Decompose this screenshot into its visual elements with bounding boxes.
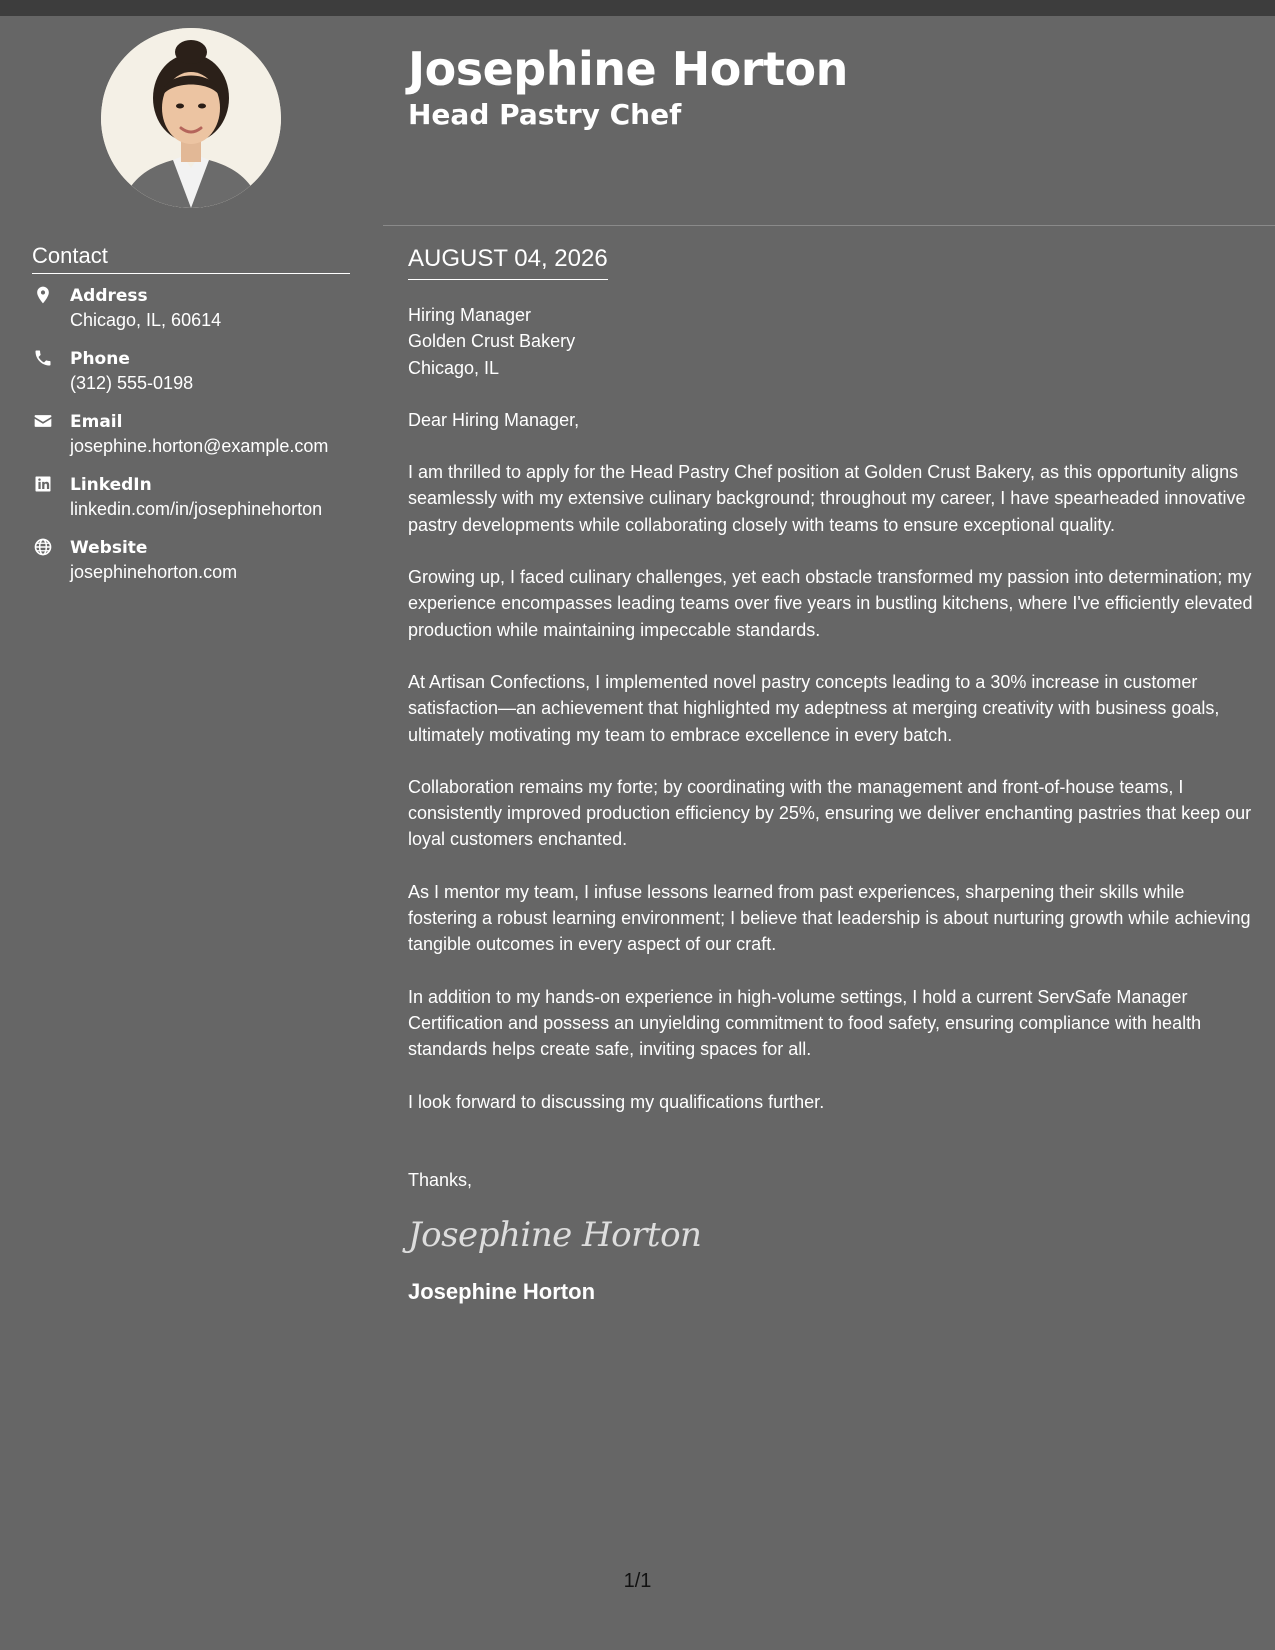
salutation: Dear Hiring Manager, [408,409,580,430]
job-title: Head Pastry Chef [408,98,682,131]
contact-value-phone: (312) 555-0198 [70,373,194,393]
signed-name: Josephine Horton [408,1279,596,1305]
letter-body [408,302,1258,1307]
recipient-line: Hiring Manager [408,305,532,325]
contact-value-linkedin: linkedin.com/in/josephinehorton [70,499,323,519]
sidebar [0,16,383,1650]
globe-icon [33,537,55,559]
letter-date: AUGUST 04, 2026 [408,243,608,280]
body-paragraph: Collaboration remains my forte; by coordinating with the management and front-of-house teams, I consistently improved production efficiency by 25%, ensuring we deliver enchanting pastries that keep our loyal customers enchanted. [408,776,1252,850]
body-paragraph: At Artisan Confections, I implemented novel pastry concepts leading to a 30% increase in customer satisfaction—an achievement that highlighted my adeptness at merging creativity with business goals, ultimately motivating my team to embrace excellence in every batch. [408,671,1220,745]
contact-label: LinkedIn [70,475,152,495]
closing: Thanks, [408,1169,473,1190]
contact-value-email: josephine.horton@example.com [70,436,329,456]
contact-item-email [32,410,372,473]
body-paragraph: As I mentor my team, I infuse lessons learned from past experiences, sharpening their skills while fostering a robust learning environment; I believe that leadership is about nurturing growth while achieving tangible outcomes in every aspect of our craft. [408,881,1251,955]
map-pin-icon [33,285,55,307]
contact-value-address: Chicago, IL, 60614 [70,310,222,330]
avatar-portrait [101,28,281,208]
person-name: Josephine Horton [408,42,848,96]
contact-heading: Contact [32,241,350,274]
signature: Josephine Horton [408,1215,702,1256]
header [408,40,848,132]
contact-list [32,284,372,599]
recipient-line: Chicago, IL [408,357,500,378]
contact-label: Phone [70,349,130,369]
header-divider [383,225,1275,226]
contact-item-phone [32,347,372,410]
phone-icon [33,348,55,370]
linkedin-icon [33,474,55,496]
recipient-line: Golden Crust Bakery [408,331,576,352]
avatar [101,28,281,208]
top-strip [0,0,1275,16]
body-paragraph: In addition to my hands-on experience in high-volume settings, I hold a current ServSafe Manager Certification and possess an unyielding commitment to food safety, ensuring compliance with health standards helps create safe, inviting spaces for all. [408,986,1202,1060]
contact-label: Address [70,286,148,306]
contact-value-website: josephinehorton.com [70,562,238,582]
body-paragraph: I am thrilled to apply for the Head Pastry Chef position at Golden Crust Bakery, as this opportunity aligns seamlessly with my extensive culinary background; throughout my career, I have spearheaded innovative pastry developments while collaborating closely with teams to ensure exceptional quality. [408,462,1246,535]
contact-label: Website [70,538,148,558]
recipient-block [408,302,1258,381]
body-paragraph: Growing up, I faced culinary challenges, yet each obstacle transformed my passion into determination; my experience encompasses leading teams over five years in bustling kitchens, where I've efficiently elevated production while maintaining impeccable standards. [408,567,1253,640]
contact-item-linkedin [32,473,372,536]
contact-item-address [32,284,372,347]
contact-label: Email [70,412,123,432]
page-number: 1/1 [623,1570,652,1592]
body-paragraph: I look forward to discussing my qualifications further. [408,1091,825,1112]
envelope-icon [33,411,55,433]
contact-item-website [32,536,372,599]
